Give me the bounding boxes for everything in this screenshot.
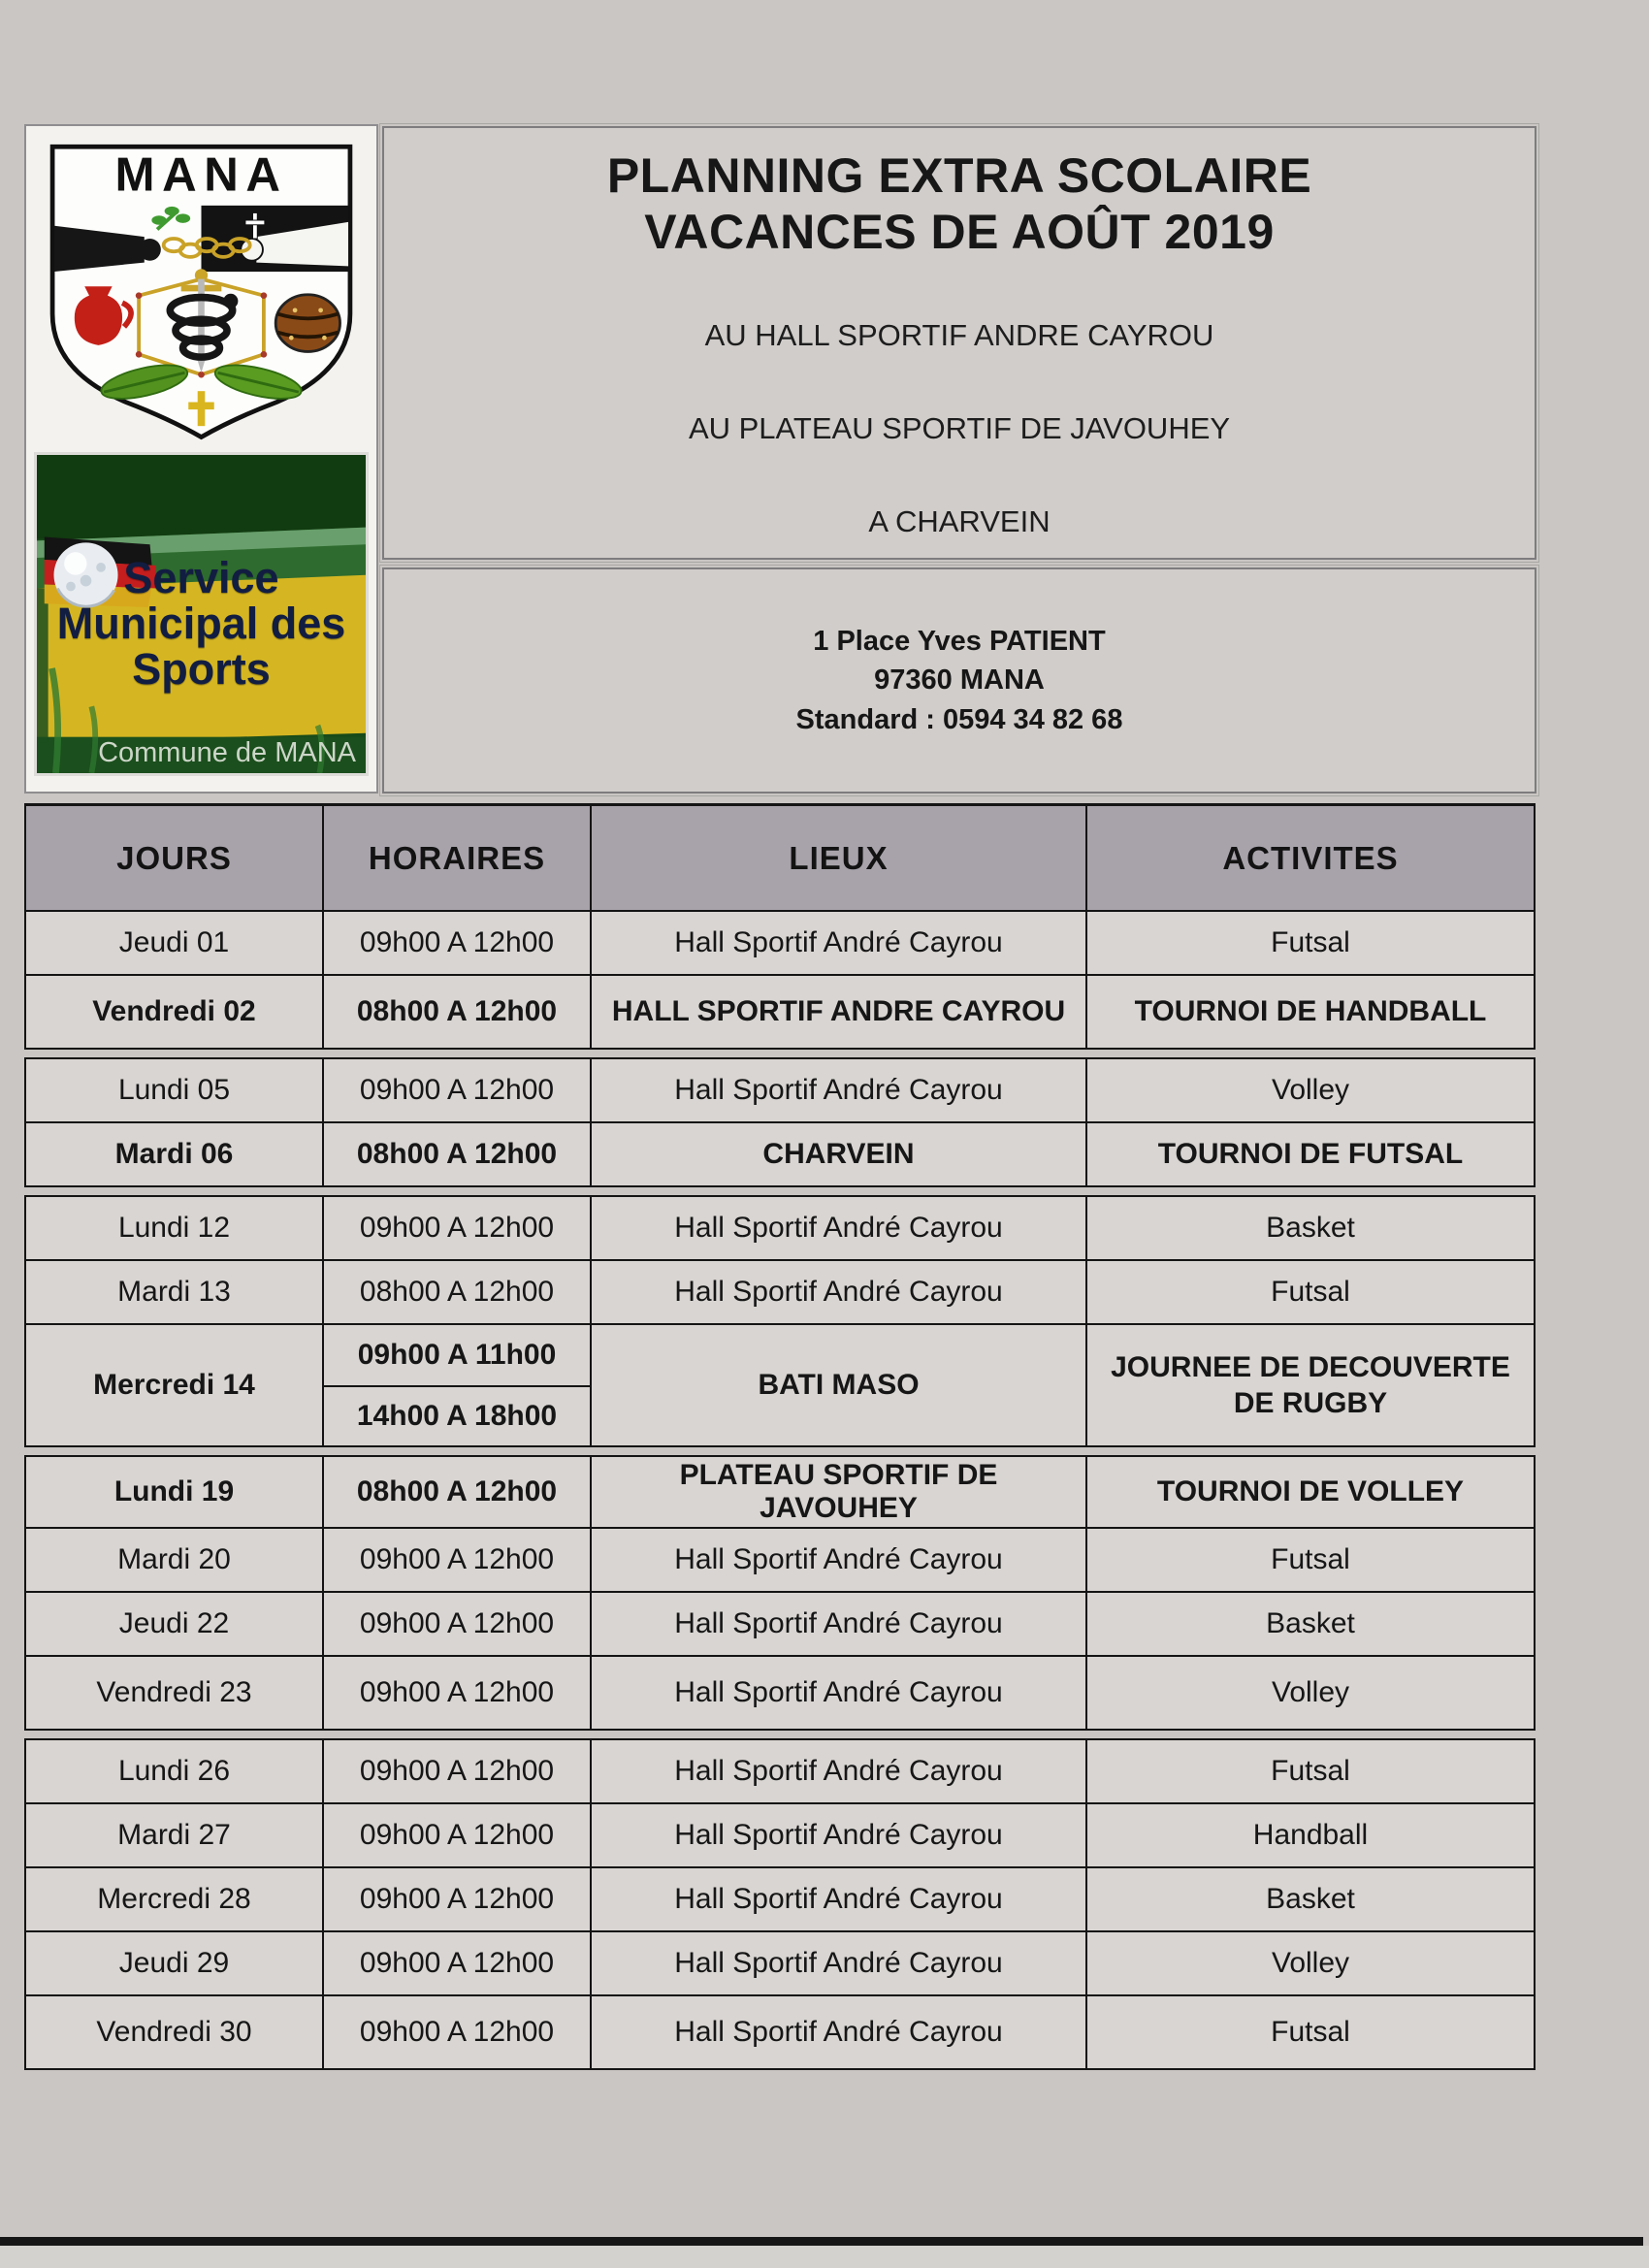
place-cell: Hall Sportif André Cayrou bbox=[590, 912, 1085, 974]
mana-label: MANA bbox=[114, 147, 288, 202]
table-row-split-times bbox=[26, 1323, 1534, 1445]
time-cell: 09h00 A 12h00 bbox=[322, 1059, 590, 1121]
place-cell: Hall Sportif André Cayrou bbox=[590, 1657, 1085, 1729]
service-line-3: Sports bbox=[132, 643, 271, 694]
title-line-1: PLANNING EXTRA SCOLAIRE bbox=[606, 148, 1312, 203]
day-cell: Lundi 05 bbox=[117, 1074, 231, 1106]
place-cell: Hall Sportif André Cayrou bbox=[590, 1868, 1085, 1930]
table-row bbox=[26, 974, 1534, 1048]
table-group-week3 bbox=[24, 1195, 1536, 1447]
scan-edge-line bbox=[0, 2237, 1643, 2246]
table-row bbox=[26, 1527, 1534, 1591]
title-box bbox=[382, 126, 1536, 560]
page-title bbox=[384, 147, 1535, 260]
table-group-week1 bbox=[24, 912, 1536, 1050]
table-row bbox=[26, 1197, 1534, 1259]
time-cell-morning: 09h00 A 11h00 bbox=[322, 1325, 590, 1385]
time-cell: 08h00 A 12h00 bbox=[322, 1457, 590, 1527]
time-cell: 09h00 A 12h00 bbox=[322, 1197, 590, 1259]
table-group-week2a bbox=[24, 1057, 1536, 1187]
day-cell: Jeudi 29 bbox=[118, 1947, 230, 1979]
activity-cell: Basket bbox=[1085, 1197, 1534, 1259]
activity-cell: JOURNEE DE DECOUVERTE DE RUGBY bbox=[1085, 1325, 1534, 1445]
place-cell: Hall Sportif André Cayrou bbox=[590, 1059, 1085, 1121]
table-row bbox=[26, 1866, 1534, 1930]
place-cell: BATI MASO bbox=[590, 1325, 1085, 1445]
time-cell: 09h00 A 12h00 bbox=[322, 1804, 590, 1866]
address-phone: Standard : 0594 34 82 68 bbox=[795, 703, 1123, 735]
time-cell: 09h00 A 12h00 bbox=[322, 1657, 590, 1729]
table-row bbox=[26, 1994, 1534, 2068]
activity-cell: TOURNOI DE VOLLEY bbox=[1085, 1457, 1534, 1527]
table-row bbox=[26, 1259, 1534, 1323]
place-cell: PLATEAU SPORTIF DE JAVOUHEY bbox=[590, 1457, 1085, 1527]
column-header-lieux: LIEUX bbox=[590, 806, 1085, 910]
time-cell: 08h00 A 12h00 bbox=[322, 1123, 590, 1185]
column-header-jours: JOURS bbox=[116, 839, 232, 876]
day-cell: Mercredi 14 bbox=[93, 1369, 255, 1401]
service-line-2: Municipal des bbox=[56, 598, 346, 648]
day-cell: Vendredi 02 bbox=[92, 995, 256, 1027]
time-cell: 08h00 A 12h00 bbox=[322, 976, 590, 1048]
day-cell: Lundi 26 bbox=[117, 1755, 231, 1787]
day-cell: Mardi 13 bbox=[117, 1276, 231, 1308]
time-cell: 09h00 A 12h00 bbox=[322, 912, 590, 974]
day-cell: Vendredi 30 bbox=[96, 2016, 252, 2048]
time-cell: 09h00 A 12h00 bbox=[322, 1740, 590, 1802]
day-cell: Mardi 27 bbox=[117, 1819, 231, 1851]
table-group-week5 bbox=[24, 1738, 1536, 2070]
place-cell: HALL SPORTIF ANDRE CAYROU bbox=[590, 976, 1085, 1048]
table-row bbox=[26, 1121, 1534, 1185]
sports-photo bbox=[34, 452, 369, 776]
venue-line-2: AU PLATEAU SPORTIF DE JAVOUHEY bbox=[688, 411, 1231, 445]
mana-coat-of-arms-icon bbox=[34, 134, 369, 446]
activity-cell: Volley bbox=[1085, 1657, 1534, 1729]
title-line-2: VACANCES DE AOÛT 2019 bbox=[644, 205, 1275, 259]
activity-cell: Basket bbox=[1085, 1593, 1534, 1655]
table-row bbox=[26, 1930, 1534, 1994]
activity-cell: Futsal bbox=[1085, 1261, 1534, 1323]
table-row bbox=[26, 1591, 1534, 1655]
table-row bbox=[26, 1802, 1534, 1866]
time-cell: 09h00 A 12h00 bbox=[322, 1996, 590, 2068]
day-cell: Lundi 12 bbox=[117, 1212, 231, 1244]
day-cell: Lundi 19 bbox=[113, 1475, 235, 1507]
address-street: 1 Place Yves PATIENT bbox=[813, 626, 1106, 658]
address-box bbox=[382, 567, 1536, 794]
activity-cell: Futsal bbox=[1085, 912, 1534, 974]
venue-line-1: AU HALL SPORTIF ANDRE CAYROU bbox=[704, 318, 1214, 352]
table-row bbox=[26, 912, 1534, 974]
place-cell: Hall Sportif André Cayrou bbox=[590, 1996, 1085, 2068]
activity-cell: Volley bbox=[1085, 1932, 1534, 1994]
commune-de-mana-label: Commune de MANA bbox=[98, 737, 356, 768]
time-cell: 09h00 A 12h00 bbox=[322, 1932, 590, 1994]
day-cell: Jeudi 01 bbox=[118, 926, 230, 958]
logo-box bbox=[24, 124, 378, 794]
place-cell: Hall Sportif André Cayrou bbox=[590, 1197, 1085, 1259]
place-cell: Hall Sportif André Cayrou bbox=[590, 1740, 1085, 1802]
activity-cell: TOURNOI DE FUTSAL bbox=[1085, 1123, 1534, 1185]
day-cell: Vendredi 23 bbox=[96, 1676, 252, 1708]
place-cell: CHARVEIN bbox=[590, 1123, 1085, 1185]
day-cell: Mardi 06 bbox=[114, 1138, 234, 1170]
column-header-activites: ACTIVITES bbox=[1085, 806, 1534, 910]
time-cell: 09h00 A 12h00 bbox=[322, 1868, 590, 1930]
service-line-1: Service bbox=[123, 553, 279, 602]
table-row bbox=[26, 1655, 1534, 1729]
service-municipal-label bbox=[37, 553, 366, 694]
place-cell: Hall Sportif André Cayrou bbox=[590, 1804, 1085, 1866]
column-header-horaires: HORAIRES bbox=[322, 806, 590, 910]
table-header-row bbox=[24, 803, 1536, 912]
activity-cell: Volley bbox=[1085, 1059, 1534, 1121]
activity-cell: Basket bbox=[1085, 1868, 1534, 1930]
schedule-table bbox=[24, 803, 1536, 2070]
table-row bbox=[26, 1059, 1534, 1121]
address-city: 97360 MANA bbox=[874, 664, 1045, 697]
place-cell: Hall Sportif André Cayrou bbox=[590, 1593, 1085, 1655]
time-cell: 09h00 A 12h00 bbox=[322, 1529, 590, 1591]
day-cell: Mardi 20 bbox=[117, 1543, 231, 1575]
activity-cell: Futsal bbox=[1085, 1740, 1534, 1802]
day-cell: Jeudi 22 bbox=[118, 1607, 230, 1639]
time-cell: 08h00 A 12h00 bbox=[322, 1261, 590, 1323]
activity-cell: Handball bbox=[1085, 1804, 1534, 1866]
place-cell: Hall Sportif André Cayrou bbox=[590, 1261, 1085, 1323]
time-cell: 09h00 A 12h00 bbox=[322, 1593, 590, 1655]
activity-cell: TOURNOI DE HANDBALL bbox=[1085, 976, 1534, 1048]
scan-edge-strip bbox=[0, 2246, 1649, 2268]
venue-line-3: A CHARVEIN bbox=[868, 504, 1051, 538]
activity-cell: Futsal bbox=[1085, 1529, 1534, 1591]
table-row bbox=[26, 1740, 1534, 1802]
activity-cell: Futsal bbox=[1085, 1996, 1534, 2068]
table-row bbox=[26, 1457, 1534, 1527]
day-cell: Mercredi 28 bbox=[97, 1883, 251, 1915]
place-cell: Hall Sportif André Cayrou bbox=[590, 1932, 1085, 1994]
table-group-week4 bbox=[24, 1455, 1536, 1731]
place-cell: Hall Sportif André Cayrou bbox=[590, 1529, 1085, 1591]
time-cell-afternoon: 14h00 A 18h00 bbox=[322, 1385, 590, 1445]
